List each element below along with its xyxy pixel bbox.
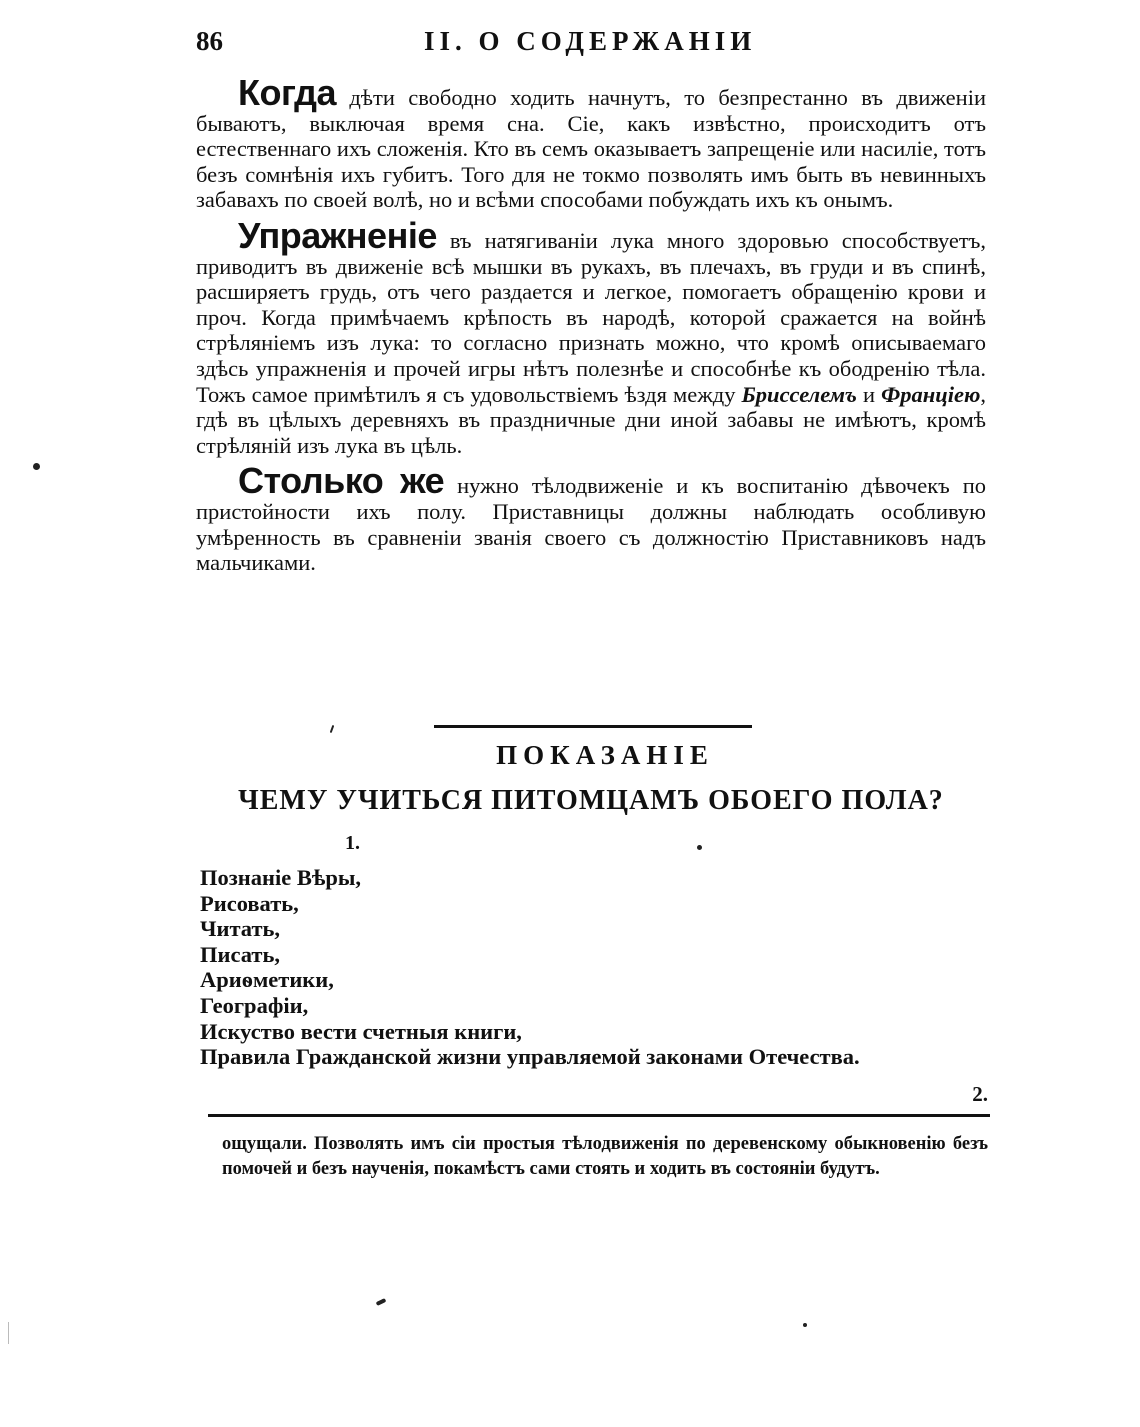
paragraph-3-lead: Столько же: [238, 460, 445, 502]
paragraph-2-lead: Упражненiе: [238, 214, 437, 256]
list-item: Искуство вести счетныя книги,: [200, 1018, 522, 1044]
paragraph-1-text: дѣти свободно ходить начнутъ, то безпрестанно въ движенiи бываютъ, выключая время сна. Сiе, какъ извѣстно, происходитъ отъ естественнаго ихъ сложенiя. Кто въ семъ оказываетъ запрещенiе или насилiе, тотъ безъ сомнѣнiя ихъ губитъ. Того для не токмо позволять имъ быть въ невинныхъ забавахъ по своей волѣ, но и всѣми способами побуждать ихъ къ онымъ.: [196, 85, 986, 213]
catchword: 2.: [972, 1082, 988, 1106]
paragraph-3: [196, 460, 987, 576]
paragraph-2: [196, 214, 986, 458]
list-item: Ариѳметики,: [200, 967, 334, 993]
paragraph-1-lead: Когда: [238, 72, 336, 113]
section-heading: ПОКАЗАНIЕ: [496, 740, 714, 770]
paragraph-3-text: нужно тѣлодвиженiе и къ воспитанiю дѣвочекъ по пристойности ихъ полу. Приставницы должны наблюдать особливую умѣренность въ сравненiи званiя своего съ должностiю Приставниковъ надъ мальчиками.: [196, 473, 987, 576]
place-name-france: Францiею: [881, 381, 981, 407]
section-title: II. О СОДЕРЖАНIИ: [424, 26, 757, 56]
list-item: Правила Гражданской жизни управляемой законами Отечества.: [200, 1044, 860, 1070]
ink-speck: [697, 845, 702, 850]
paragraph-2-text-2: и: [856, 381, 882, 407]
section-divider: [434, 725, 752, 728]
list-item: Писать,: [200, 941, 280, 967]
footnote: ощущали. Позволять имъ сiи простыя тѣлодвиженiя по деревенскому обыкновенiю безъ помочей и безъ наученiя, покамѣстъ сами стоять и ходить въ состоянiи будутъ.: [222, 1134, 988, 1179]
paragraph-2-text-3: , гдѣ въ цѣлыхъ деревняхъ въ праздничные дни иной забавы не имѣютъ, кромѣ стрѣлянiй изъ лука въ цѣль.: [196, 381, 986, 458]
list-item: Географiи,: [200, 992, 309, 1018]
main-text: [196, 72, 987, 588]
subject-list: [200, 865, 1000, 1070]
paragraph-2-text: въ натягиванiи лука много здоровью способствуетъ, приводитъ въ движенiе всѣ мышки въ рукахъ, въ плечахъ, въ груди и въ спинѣ, расширяетъ грудь, отъ чего раздается и легкое, помогаетъ обращенiю крови и проч. Когда примѣчаемъ крѣпость въ народѣ, которой сражается на войнѣ стрѣлянiемъ изъ лука: то согласно признать можно, что кромѣ описываемаго здѣсь упражненiя и прочей игры нѣтъ полезнѣе и способнѣе къ ободренiю тѣла. Тожъ самое примѣтилъ я съ удовольствiемъ ѣздя между: [196, 227, 986, 407]
ink-speck: [376, 1298, 387, 1306]
item-number: 1.: [345, 832, 360, 854]
running-head: [196, 26, 996, 66]
paragraph-1: [196, 72, 986, 213]
ink-speck: [33, 463, 40, 470]
scan-edge-mark: [8, 1322, 9, 1344]
section-subheading: ЧЕМУ УЧИТЬСЯ ПИТОМЦАМЪ ОБОЕГО ПОЛА?: [238, 785, 944, 816]
list-item: Рисовать,: [200, 890, 299, 916]
ink-speck: [330, 725, 335, 733]
list-item: Познанiе Вѣры,: [200, 865, 362, 890]
page-number: 86: [196, 26, 223, 56]
footnote-divider: [208, 1114, 990, 1117]
ink-speck: [803, 1323, 807, 1327]
place-name-brussels: Брисселемъ: [741, 381, 857, 407]
list-item: Читать,: [200, 916, 281, 942]
